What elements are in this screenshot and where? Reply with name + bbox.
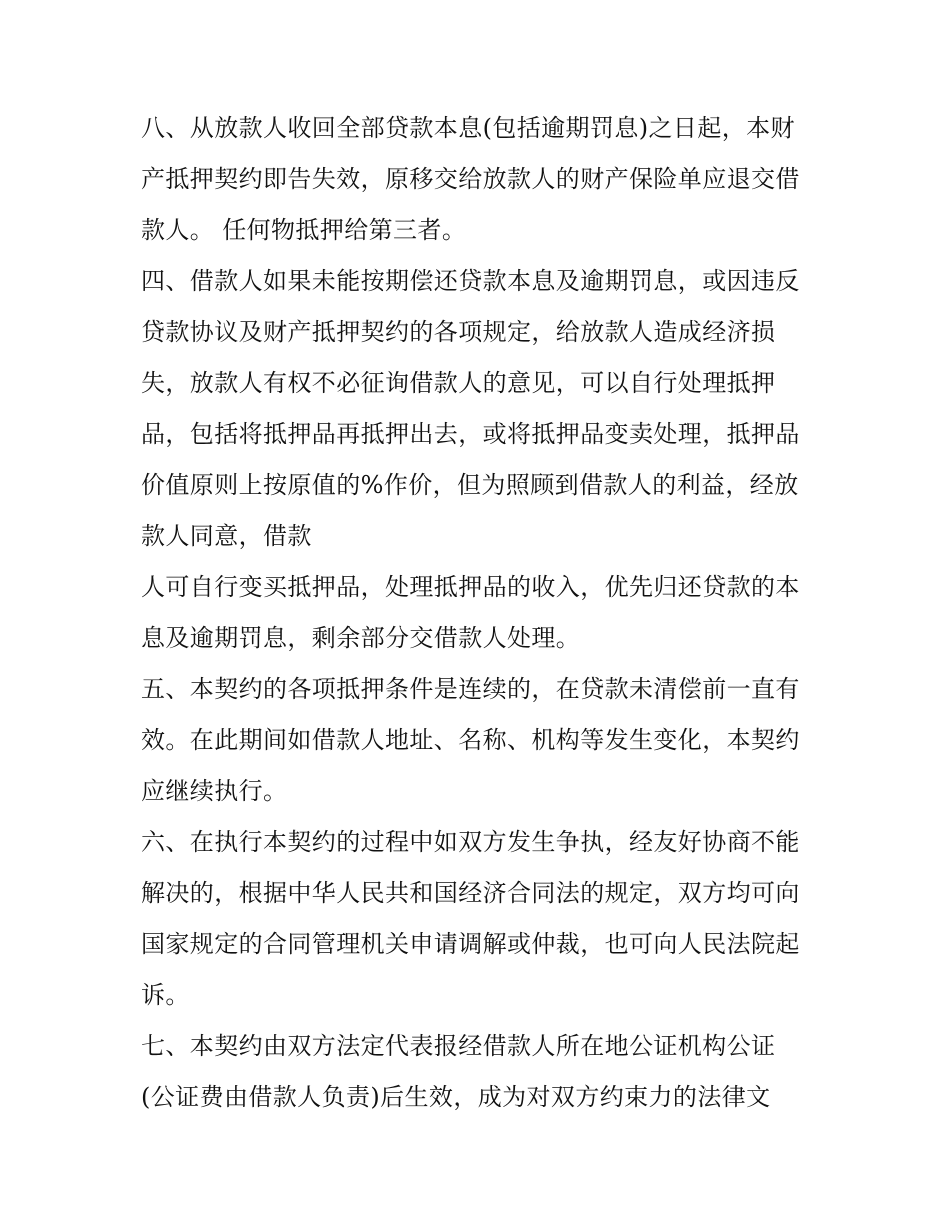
text-line: 人可自行变买抵押品，处理抵押品的收入，优先归还贷款的本 [141,573,800,601]
text-line: 款人同意，借款 [141,522,312,550]
text-line: 四、借款人如果未能按期偿还贷款本息及逾期罚息，或因违反 [141,267,800,295]
text-line: 失，放款人有权不必征询借款人的意见，可以自行处理抵押 [141,369,776,397]
text-line: 价值原则上按原值的%作价，但为照顾到借款人的利益，经放 [141,471,799,499]
text-line: 六、在执行本契约的过程中如双方发生争执，经友好协商不能 [141,828,800,856]
text-line: 应继续执行。 [141,777,288,805]
text-line: 七、本契约由双方法定代表报经借款人所在地公证机构公证 [141,1032,776,1060]
text-line: 品，包括将抵押品再抵押出去，或将抵押品变卖处理，抵押品 [141,420,800,448]
text-line: 解决的，根据中华人民共和国经济合同法的规定，双方均可向 [141,879,800,907]
text-line: 五、本契约的各项抵押条件是连续的，在贷款未清偿前一直有 [141,675,800,703]
text-line: 款人。 任何物抵押给第三者。 [141,216,467,244]
text-line: 诉。 [141,981,190,1009]
text-line: 效。在此期间如借款人地址、名称、机构等发生变化，本契约 [141,726,800,754]
document-body [141,103,821,1123]
text-line: 贷款协议及财产抵押契约的各项规定，给放款人造成经济损 [141,318,776,346]
text-line: 八、从放款人收回全部贷款本息(包括逾期罚息)之日起，本财 [141,114,795,142]
text-line: 息及逾期罚息，剩余部分交借款人处理。 [141,624,581,652]
text-line: (公证费由借款人负责)后生效，成为对双方约束力的法律文 [141,1083,771,1111]
text-line: 产抵押契约即告失效，原移交给放款人的财产保险单应退交借 [141,165,800,193]
text-line: 国家规定的合同管理机关申请调解或仲裁，也可向人民法院起 [141,930,800,958]
